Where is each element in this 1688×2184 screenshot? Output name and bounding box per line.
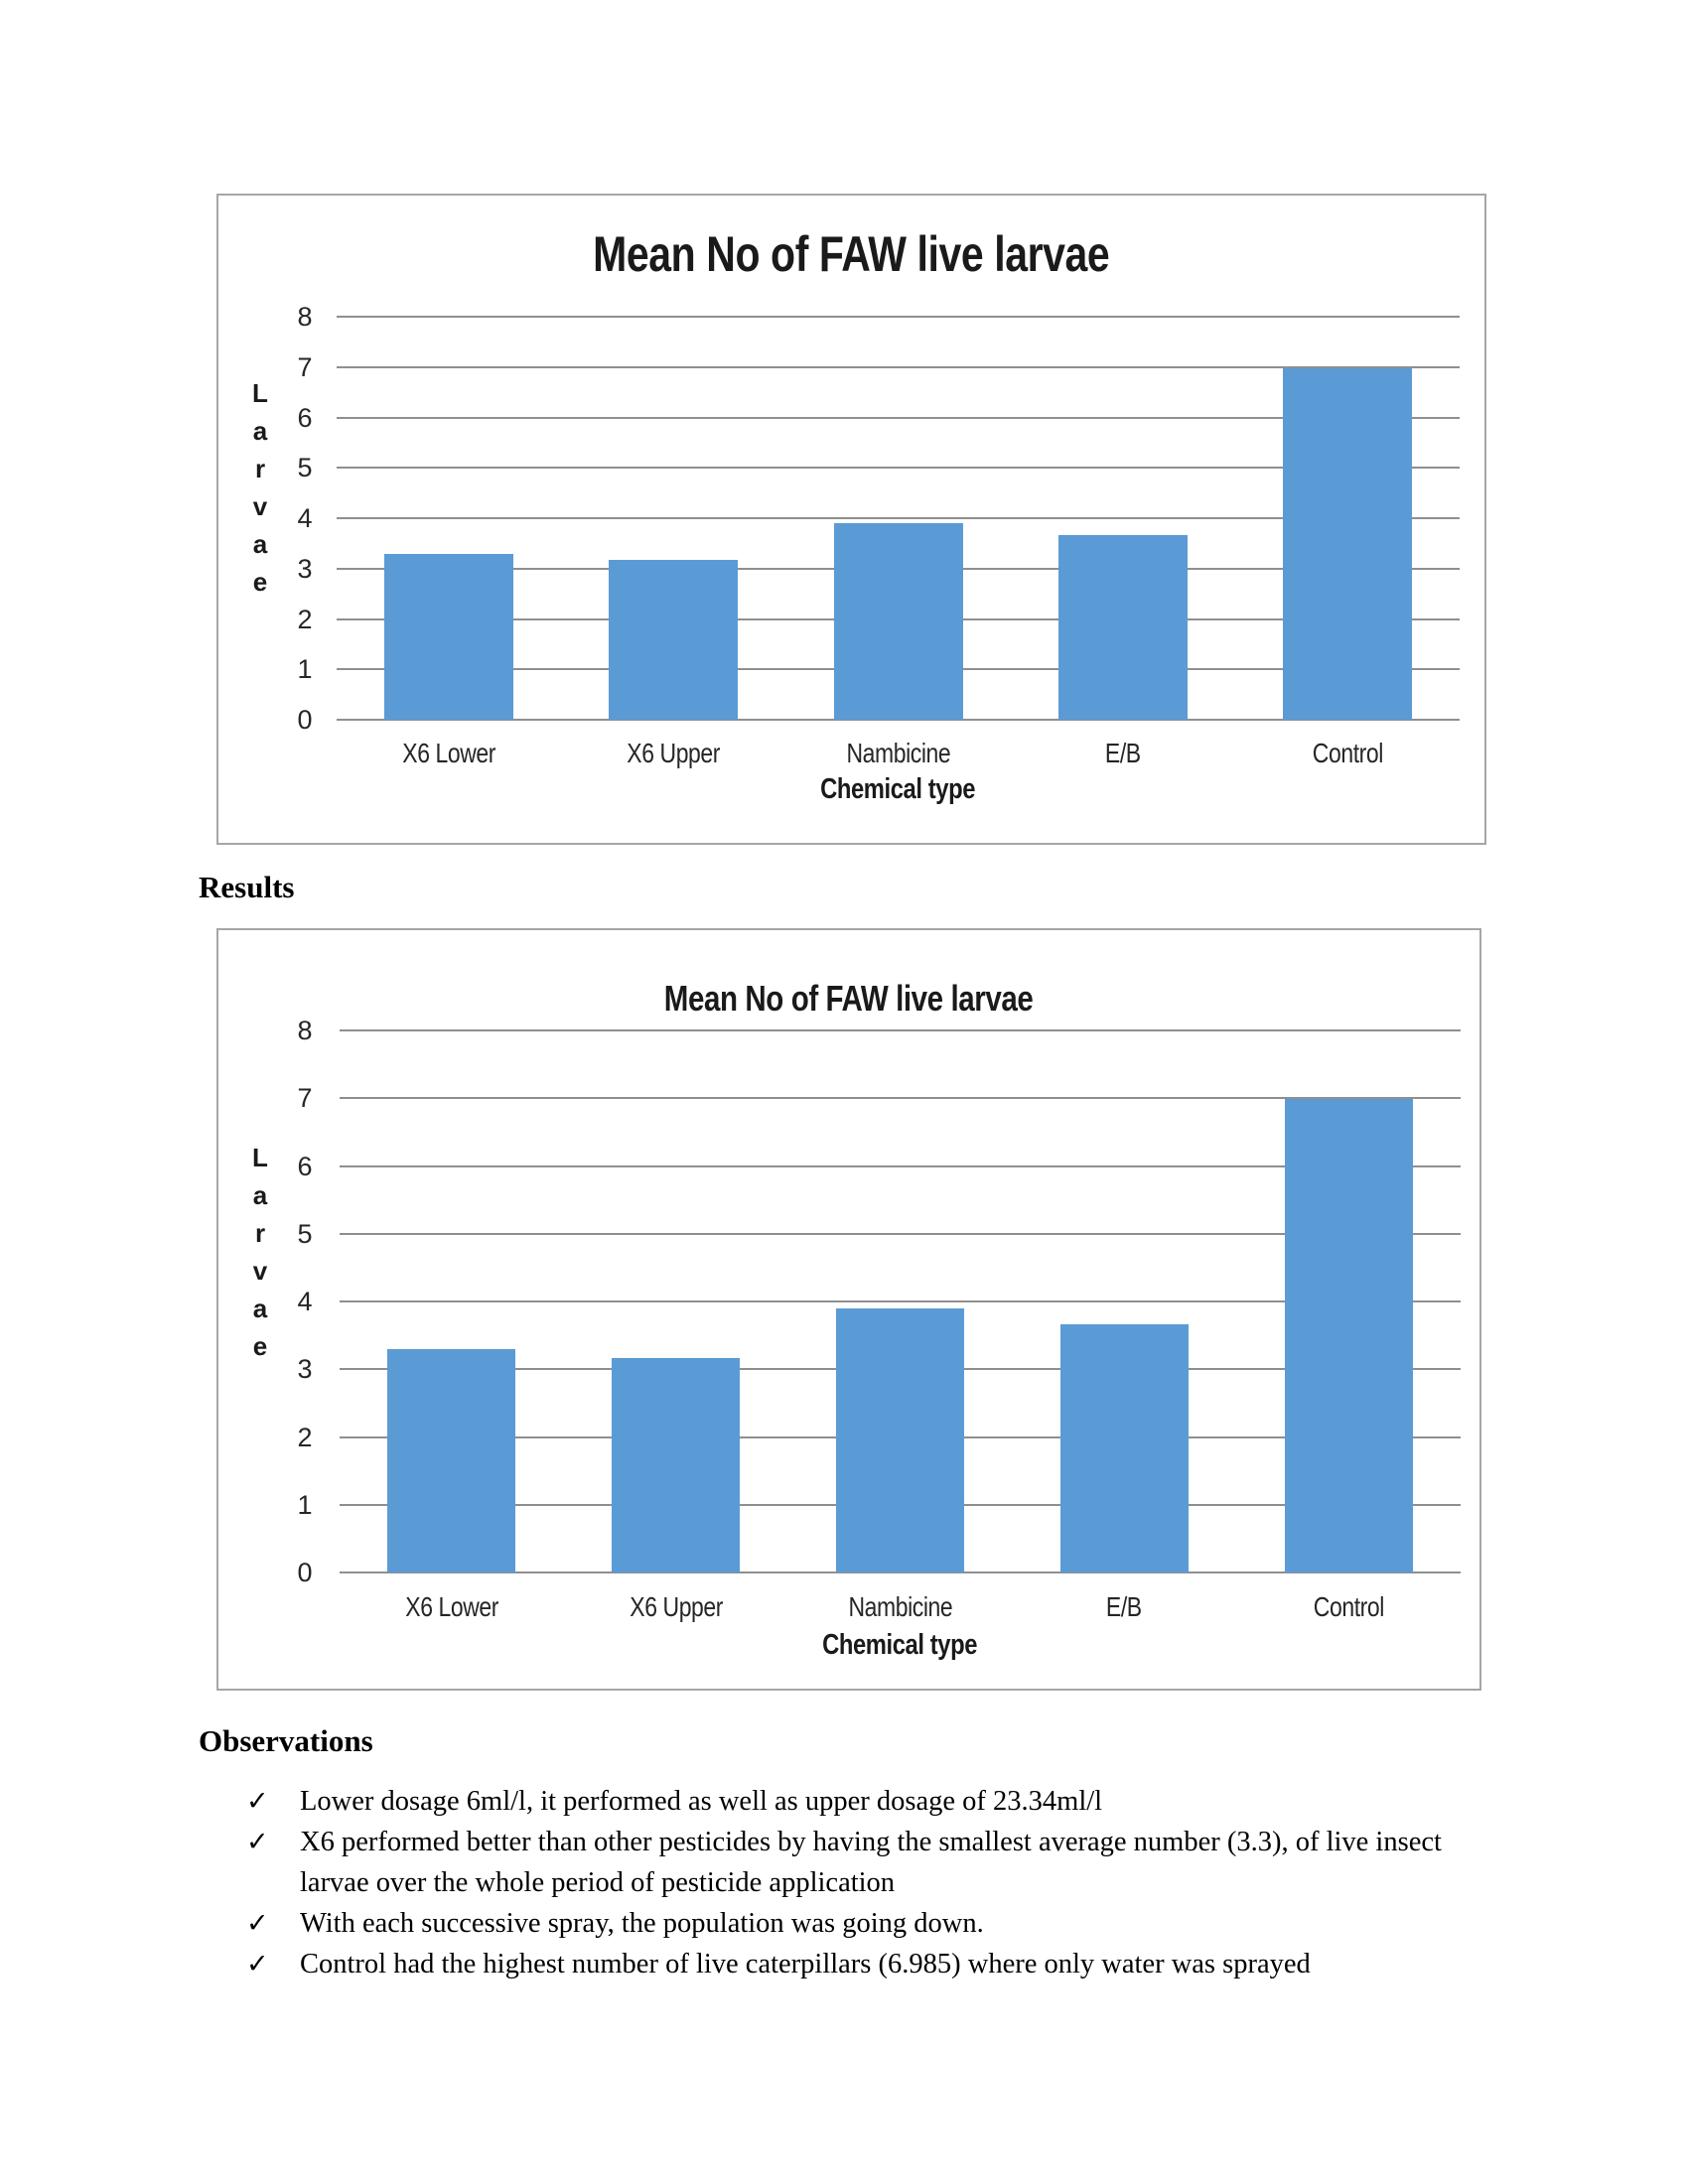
plot-area — [340, 1030, 1461, 1572]
observation-item — [246, 1822, 1567, 1903]
observation-text: Control had the highest number of live caterpillars (6.985) where only water was sprayed — [300, 1949, 1311, 1979]
observation-item — [246, 1903, 1567, 1944]
category-label-text: Control — [1312, 738, 1383, 768]
y-tick-label: 8 — [297, 1016, 313, 1045]
observation-text: Lower dosage 6ml/l, it performed as well as upper dosage of 23.34ml/l — [300, 1786, 1103, 1817]
bar-x6-lower — [384, 554, 513, 720]
bar-nambicine — [836, 1308, 964, 1572]
y-tick-label: 1 — [297, 1489, 313, 1520]
observation-item — [246, 1781, 1567, 1822]
bar-x6-upper — [609, 560, 738, 720]
y-axis-title-letter: a — [252, 1294, 268, 1323]
checkmark-icon: ✓ — [246, 1827, 269, 1857]
category-label — [341, 1591, 563, 1623]
faw-larvae-chart-top — [216, 194, 1486, 845]
category-label-text: Nambicine — [846, 738, 950, 768]
y-tick-label: 3 — [297, 1354, 313, 1385]
category-label — [787, 738, 1010, 769]
bar-control — [1283, 368, 1412, 720]
y-tick-label: 5 — [297, 453, 313, 483]
observation-text: With each successive spray, the population was going down. — [300, 1908, 984, 1939]
y-tick-label: 4 — [297, 503, 313, 533]
bar-x6-lower — [387, 1349, 515, 1572]
y-axis-title-letter: a — [252, 416, 268, 446]
y-axis-title-letter: r — [254, 454, 266, 483]
y-tick-label: 6 — [297, 402, 313, 433]
y-axis-title-letter: a — [252, 1180, 268, 1210]
bar-x6-upper — [612, 1358, 740, 1572]
y-axis-title-letter: e — [252, 567, 268, 597]
checkmark-icon: ✓ — [246, 1908, 269, 1939]
chart-title-text: Mean No of FAW live larvae — [593, 226, 1110, 282]
chart-title-text: Mean No of FAW live larvae — [664, 978, 1034, 1019]
observation-item — [246, 1944, 1567, 1984]
faw-larvae-chart-bottom — [216, 928, 1481, 1691]
y-axis-title-letter: v — [252, 1256, 268, 1286]
observations-heading: Observations — [199, 1723, 373, 1758]
checkmark-icon: ✓ — [246, 1949, 269, 1979]
y-axis-title-letter: a — [252, 529, 268, 559]
x-axis-title-text: Chemical type — [822, 1629, 978, 1661]
bar-nambicine — [834, 523, 963, 720]
y-tick-label: 0 — [297, 705, 313, 735]
category-label — [338, 738, 560, 769]
y-tick-label: 0 — [297, 1558, 313, 1587]
y-tick-label: 4 — [297, 1287, 313, 1316]
category-label — [565, 1591, 787, 1623]
category-label-text: Control — [1313, 1591, 1384, 1622]
x-axis-title — [340, 1629, 1461, 1662]
chart-title — [218, 225, 1484, 283]
y-tick-label: 2 — [297, 604, 313, 634]
y-axis-title-letter: v — [252, 491, 268, 521]
category-label — [1012, 738, 1234, 769]
chart-title — [218, 978, 1479, 1020]
y-tick-label: 7 — [297, 1083, 313, 1114]
y-tick-label: 5 — [297, 1218, 313, 1249]
category-label — [1237, 1591, 1460, 1623]
category-label — [1236, 738, 1459, 769]
y-tick-label: 8 — [297, 302, 313, 332]
y-tick-label: 2 — [297, 1422, 313, 1452]
y-tick-label: 6 — [297, 1151, 313, 1181]
category-label-text: Nambicine — [848, 1591, 952, 1622]
observation-text: X6 performed better than other pesticides by having the smallest average number (3.3), of live insect larvae over the whole period of pesticide application — [300, 1827, 1442, 1898]
bar-control — [1285, 1099, 1413, 1572]
bar-e-b — [1060, 1324, 1189, 1572]
y-tick-label: 1 — [297, 654, 313, 685]
results-heading: Results — [199, 870, 295, 904]
x-axis-title-text: Chemical type — [820, 773, 976, 805]
bar-e-b — [1058, 535, 1188, 720]
y-tick-label: 3 — [297, 553, 313, 584]
category-label-text: X6 Upper — [629, 1591, 723, 1622]
checkmark-icon: ✓ — [246, 1786, 269, 1817]
y-axis-title-letter: e — [252, 1331, 268, 1361]
gridline — [340, 1029, 1461, 1031]
category-label-text: E/B — [1106, 1591, 1143, 1622]
gridline — [337, 316, 1460, 318]
category-label — [1013, 1591, 1235, 1623]
observations-list — [246, 1781, 1567, 1984]
y-tick-label: 7 — [297, 351, 313, 382]
x-axis-title — [337, 773, 1460, 806]
category-label-text: X6 Upper — [627, 738, 721, 768]
category-label-text: X6 Lower — [402, 738, 495, 768]
category-label — [562, 738, 784, 769]
y-axis-title-letter: L — [252, 1143, 268, 1172]
category-label-text: X6 Lower — [405, 1591, 498, 1622]
plot-area — [337, 317, 1460, 720]
category-label-text: E/B — [1104, 738, 1141, 768]
category-label — [789, 1591, 1012, 1623]
y-axis-title-letter: r — [254, 1218, 266, 1248]
y-axis-title-letter: L — [252, 378, 268, 408]
